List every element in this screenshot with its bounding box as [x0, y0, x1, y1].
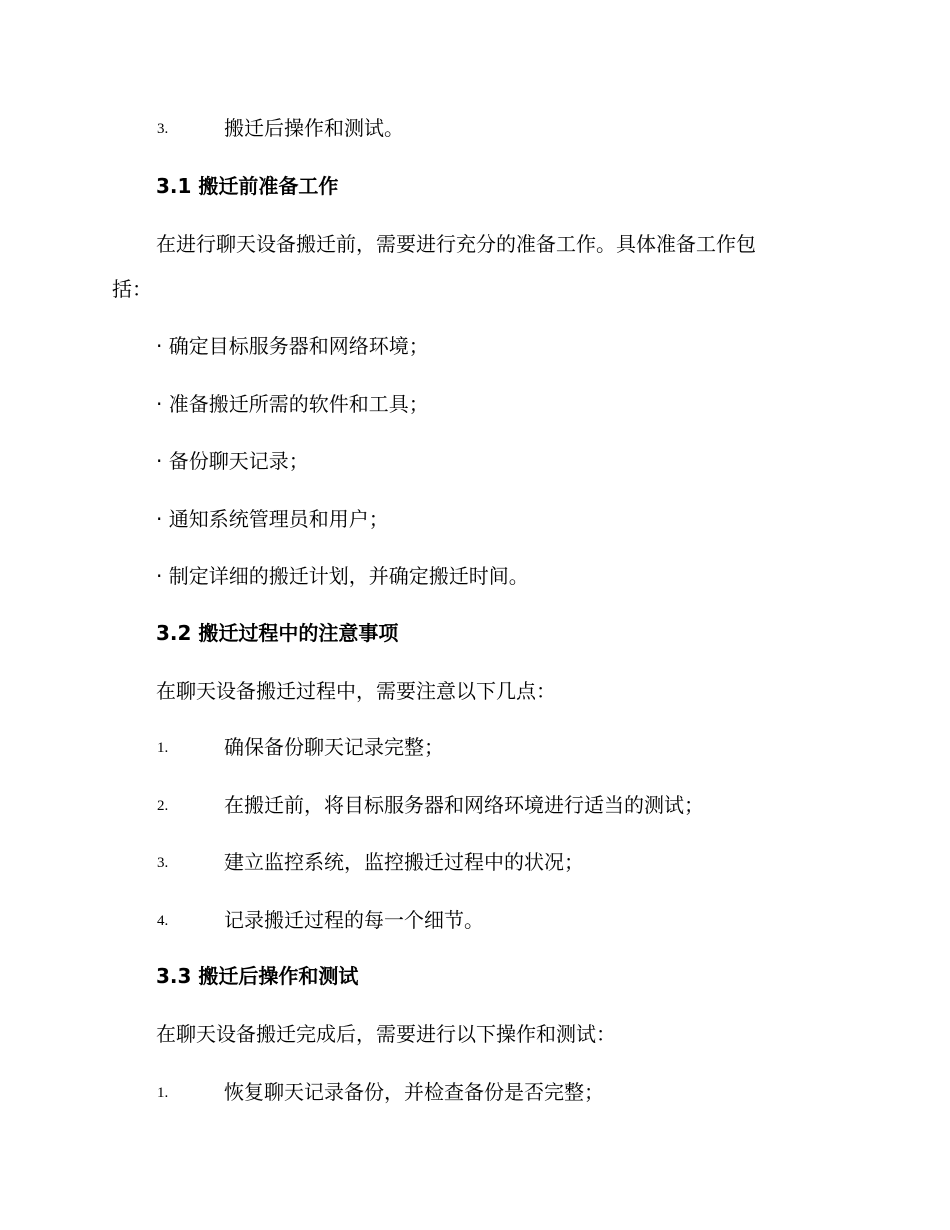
list-number: 3. [157, 121, 169, 137]
paragraph-line: 在聊天设备搬迁完成后，需要进行以下操作和测试： [156, 1022, 616, 1046]
section-heading-3-2: 3.2 搬迁过程中的注意事项 [156, 621, 399, 645]
list-number: 1. [157, 1085, 169, 1101]
bullet-item: · 准备搬迁所需的软件和工具； [156, 392, 429, 416]
list-number: 2. [157, 798, 169, 814]
paragraph-line: 在聊天设备搬迁过程中，需要注意以下几点： [156, 679, 556, 703]
list-number: 1. [157, 740, 169, 756]
list-item-text: 恢复聊天记录备份，并检查备份是否完整； [224, 1080, 604, 1104]
list-number: 3. [157, 855, 169, 871]
paragraph-line: 在进行聊天设备搬迁前，需要进行充分的准备工作。具体准备工作包 [156, 232, 756, 256]
section-heading-3-3: 3.3 搬迁后操作和测试 [156, 964, 359, 988]
section-heading-3-1: 3.1 搬迁前准备工作 [156, 174, 339, 198]
list-item-text: 建立监控系统，监控搬迁过程中的状况； [224, 850, 584, 874]
list-item-text: 搬迁后操作和测试。 [224, 116, 404, 140]
list-item-text: 确保备份聊天记录完整； [224, 735, 444, 759]
list-item-text: 记录搬迁过程的每一个细节。 [224, 908, 484, 932]
list-number: 4. [157, 913, 169, 929]
bullet-item: · 制定详细的搬迁计划，并确定搬迁时间。 [156, 564, 529, 588]
bullet-item: · 通知系统管理员和用户； [156, 507, 389, 531]
bullet-item: · 确定目标服务器和网络环境； [156, 334, 429, 358]
bullet-item: · 备份聊天记录； [156, 449, 309, 473]
list-item-text: 在搬迁前，将目标服务器和网络环境进行适当的测试； [224, 793, 704, 817]
paragraph-line: 括： [112, 277, 152, 301]
